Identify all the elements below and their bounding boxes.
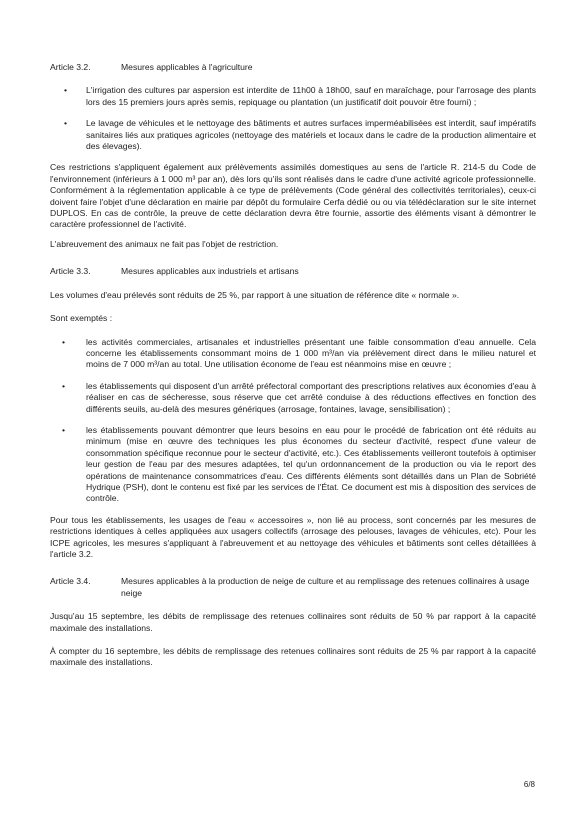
article-3-2-bullet-list — [50, 85, 536, 152]
article-number: Article 3.2. — [50, 62, 91, 72]
bullet-icon: • — [64, 85, 68, 96]
paragraph: À compter du 16 septembre, les débits de remplissage des retenues collinaires sont réduits de 25 % par rapport à la capacité maximale des installations. — [50, 646, 536, 668]
paragraph: Jusqu'au 15 septembre, les débits de remplissage des retenues collinaires sont réduits de 50 % par rapport à la capacité maximale des installations. — [50, 611, 536, 633]
paragraph: Pour tous les établissements, les usages de l'eau « accessoires », non lié au process, sont concernés par les mesures de restrictions identiques à celles appliquées aux usagers collectifs (arrosage des pelouses, lavages de véhicules, etc). Pour les ICPE agricoles, les mesures s'appliquant à l'abreuvement et au nettoyage des véhicules et bâtiments sont celles détaillées à l'article 3.2. — [50, 514, 536, 559]
bullet-icon: • — [64, 118, 68, 129]
article-3-2-heading — [50, 62, 536, 73]
list-item-text: L'irrigation des cultures par aspersion est interdite de 11h00 à 18h00, sauf en maraîchage, pour l'arrosage des plants lors des 15 premiers jours après semis, repiquage ou plantation (un justificatif doit pouvoir être fourni) ; — [86, 85, 536, 107]
list-item-text: les établissements pouvant démontrer que leurs besoins en eau pour le procédé de fabrication ont été réduits au minimum (mise en œuvre des techniques les plus économes du secteur d'activité, respect d'une valeur de consommation spécifique reconnue pour le secteur d'activité, etc.). Ces établissements veilleront toutefois à optimiser leur gestion de l'eau par des mesures adaptées, tel qu'un ordonnancement de la production ou via le report des opérations de maintenance consommatrices d'eau. Ces différents éléments sont détaillés dans un Plan de Sobriété Hydrique (PSH), dont le contenu est fixé par les services de l'État. Ce document est mis à disposition des services de contrôle. — [86, 424, 536, 504]
article-title: Mesures applicables aux industriels et artisans — [121, 266, 299, 277]
list-item-text: les établissements qui disposent d'un arrêté préfectoral comportant des prescriptions relatives aux économies d'eau à réaliser en cas de sécheresse, sous réserve que cet arrêté conduise à des réductions effectives en fonction des différents seuils, au-delà des mesures génériques (arrosage, fontaines, lavage, sensibilisation) ; — [86, 380, 536, 414]
article-title: Mesures applicables à la production de neige de culture et au remplissage des retenues collinaires à usage neige — [121, 576, 530, 598]
article-number: Article 3.3. — [50, 266, 91, 277]
article-3-4-heading — [50, 576, 536, 599]
paragraph: Ces restrictions s'appliquent également aux prélèvements assimilés domestiques au sens de l'article R. 214-5 du Code de l'environnement (inférieurs à 1 000 m³ par an), dès lors qu'ils sont réalisés dans le cadre d'une activité agricole professionnelle. Conformément à la réglementation applicable à ce type de prélèvements (Code général des collectivités territoriales), ceux-ci doivent faire l'objet d'une déclaration en mairie par dépôt du formulaire Cerfa dédié ou ou via télédéclaration sur le site internet DUPLOS. En cas de contrôle, la preuve de cette déclaration devra être fournie, assortie des éléments visant à démontrer le caractère professionnel de l'activité. — [50, 162, 536, 230]
list-item — [50, 118, 536, 152]
list-item — [50, 381, 536, 415]
paragraph: L'abreuvement des animaux ne fait pas l'objet de restriction. — [50, 238, 279, 249]
article-3-3-bullet-list — [50, 337, 536, 505]
list-item — [50, 337, 536, 371]
exemptions-label: Sont exemptés : — [50, 313, 113, 324]
bullet-icon: • — [62, 424, 66, 435]
bullet-icon: • — [62, 336, 66, 347]
paragraph: Les volumes d'eau prélevés sont réduits de 25 %, par rapport à une situation de référence dite « normale ». — [50, 289, 460, 300]
article-title: Mesures applicables à l'agriculture — [121, 62, 253, 72]
list-item-text: Le lavage de véhicules et le nettoyage des bâtiments et autres surfaces imperméabilisées est interdit, sauf impératifs sanitaires liés aux pratiques agricoles (nettoyage des matériels et locaux dans le cadre de la production alimentaire et des élevages). — [86, 118, 536, 152]
page-number: 6/8 — [523, 780, 535, 789]
article-number: Article 3.4. — [50, 576, 91, 587]
bullet-icon: • — [62, 380, 66, 391]
list-item — [50, 425, 536, 505]
list-item-text: les activités commerciales, artisanales et industrielles présentant une faible consommation d'eau annuelle. Cela concerne les établissements consommant moins de 1 000 m³/an via prélèvement direct dans le milieu naturel et moins de 7 000 m³/an au total. Une utilisation économe de l'eau est néanmoins mise en œuvre ; — [86, 336, 536, 370]
list-item — [50, 85, 536, 108]
article-3-3-heading — [50, 266, 536, 277]
